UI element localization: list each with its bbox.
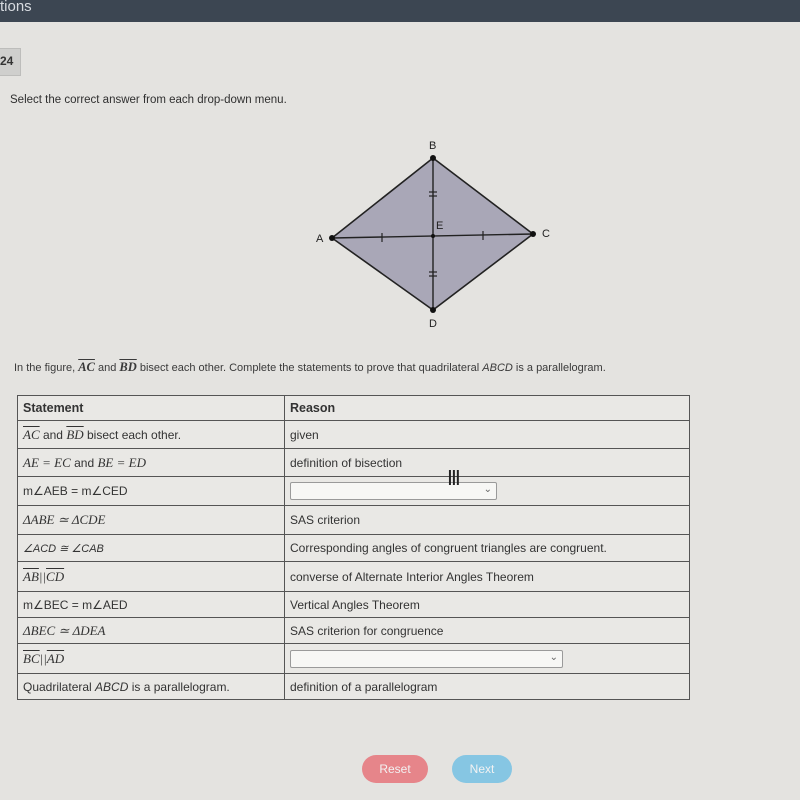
reason-cell: definition of bisection (285, 449, 690, 477)
reason-cell: SAS criterion (285, 506, 690, 535)
point-a (329, 235, 335, 241)
reason-cell: converse of Alternate Interior Angles Theorem (285, 562, 690, 592)
statement-cell (18, 644, 285, 674)
statement-text: and (70, 455, 98, 470)
top-bar (0, 0, 800, 22)
statement-math: ΔABE ≃ ΔCDE (23, 512, 106, 527)
point-b (430, 155, 436, 161)
prompt-segment-ac: $\overline{AC}$ (78, 360, 95, 374)
segment-bd: $\overline{BD}$ (66, 426, 84, 442)
proof-table (17, 395, 690, 700)
reason-dropdown-1[interactable] (290, 482, 497, 500)
question-number-tab (0, 48, 21, 76)
reason-cell: Vertical Angles Theorem (285, 592, 690, 618)
table-row (18, 592, 690, 618)
prompt-part2: and (97, 362, 117, 374)
statement-text: and (39, 427, 67, 442)
statement-math: AE = EC (23, 454, 71, 470)
statement-text: is a parallelogram. (128, 679, 230, 694)
next-button[interactable]: Next (452, 755, 512, 783)
reason-header: Reason (285, 396, 690, 421)
prompt-part1: In the figure, (14, 362, 76, 374)
reason-dropdown-2[interactable] (290, 650, 563, 668)
label-d: D (429, 318, 437, 330)
text-cursor-icon: Ⅲ (447, 466, 461, 490)
table-row (18, 535, 690, 562)
table-row (18, 477, 690, 506)
problem-prompt (14, 360, 794, 375)
chevron-down-icon: ⌄ (549, 651, 558, 663)
table-row (18, 506, 690, 535)
reason-cell (285, 644, 690, 674)
parallel-symbol: || (38, 568, 47, 584)
table-row (18, 644, 690, 674)
statement-text: ABCD (95, 679, 129, 694)
prompt-part3: bisect each other. Complete the statements to prove that quadrilateral (139, 362, 480, 374)
table-header-row (18, 396, 690, 421)
segment-cd: $\overline{CD}$ (46, 568, 65, 584)
prompt-quadrilateral: ABCD (482, 362, 513, 374)
statement-cell: ∠ACD ≅ ∠CAB (18, 535, 285, 562)
statement-cell (18, 674, 285, 700)
statement-cell (18, 449, 285, 477)
instruction-text: Select the correct answer from each drop-down menu. (10, 94, 287, 106)
table-row (18, 449, 690, 477)
statement-cell (18, 506, 285, 535)
statement-header: Statement (18, 396, 285, 421)
label-c: C (542, 228, 550, 240)
statement-cell (18, 562, 285, 592)
reason-cell (285, 477, 690, 506)
point-d (430, 307, 436, 313)
table-row (18, 674, 690, 700)
statement-text: bisect each other. (83, 427, 182, 442)
segment-ab: $\overline{AB}$ (23, 568, 39, 584)
reason-cell: Corresponding angles of congruent triangles are congruent. (285, 535, 690, 562)
question-number: 24 (0, 54, 14, 68)
prompt-part4: is a parallelogram. (515, 362, 606, 374)
segment-ad: $\overline{AD}$ (46, 650, 65, 666)
table-row (18, 421, 690, 449)
segment-bc: $\overline{BC}$ (23, 650, 40, 666)
chevron-down-icon: ⌄ (483, 484, 492, 495)
point-e (431, 234, 435, 238)
statement-math: BE = ED (97, 454, 146, 470)
reason-cell: SAS criterion for congruence (285, 618, 690, 644)
label-e: E (436, 220, 444, 232)
point-c (530, 231, 536, 237)
reset-button[interactable]: Reset (362, 755, 428, 783)
label-a: A (316, 233, 324, 245)
statement-text: Quadrilateral (23, 679, 96, 694)
label-b: B (429, 140, 437, 152)
statement-cell: m∠BEC = m∠AED (18, 592, 285, 618)
statement-cell (18, 421, 285, 449)
rhombus-figure (300, 130, 570, 335)
table-row (18, 618, 690, 644)
app-title: tions (0, 0, 32, 15)
segment-ac: $\overline{AC}$ (23, 426, 40, 442)
statement-cell (18, 618, 285, 644)
table-row (18, 562, 690, 592)
parallel-symbol: || (39, 650, 47, 666)
reason-cell: definition of a parallelogram (285, 674, 690, 700)
reason-cell: given (285, 421, 690, 449)
statement-math: ΔBEC ≃ ΔDEA (23, 622, 106, 638)
statement-cell: m∠AEB = m∠CED (18, 477, 285, 506)
prompt-segment-bd: $\overline{BD}$ (119, 360, 137, 374)
